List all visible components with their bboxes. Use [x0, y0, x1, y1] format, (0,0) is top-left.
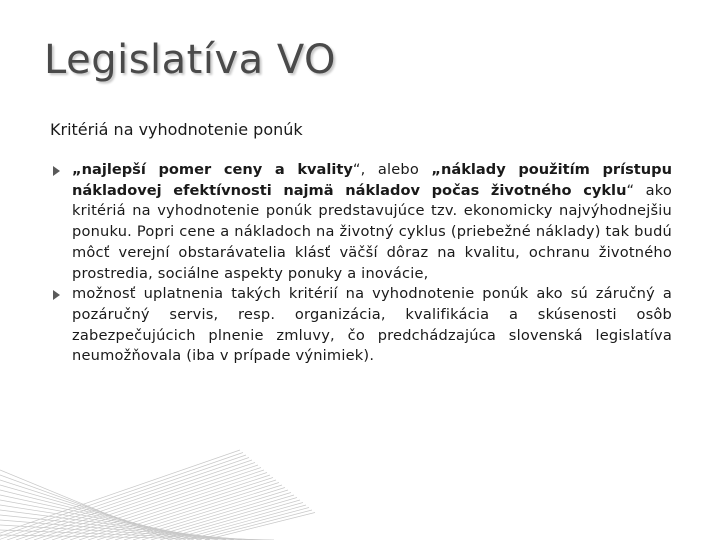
decorative-lines: [0, 430, 720, 540]
decorative-line: [115, 488, 285, 540]
slide-subtitle: Kritériá na vyhodnotenie ponúk: [50, 120, 303, 139]
decorative-line: [61, 473, 267, 540]
decorative-line: [0, 453, 243, 540]
decorative-line: [133, 493, 291, 540]
decorative-line: [196, 510, 312, 540]
decorative-line: [151, 498, 297, 540]
decorative-line: [25, 463, 255, 540]
decorative-line: [43, 468, 261, 540]
decorative-line: [34, 465, 258, 540]
decorative-line: [0, 515, 242, 540]
decorative-line: [0, 495, 210, 540]
decorative-line: [160, 500, 300, 540]
decorative-line: [0, 505, 226, 540]
decorative-line: [0, 500, 218, 540]
decorative-line: [88, 480, 276, 540]
decorative-line: [0, 490, 202, 540]
decorative-line: [0, 520, 250, 540]
decorative-line: [7, 458, 249, 540]
triangle-bullet-icon: [53, 290, 60, 300]
decorative-line: [0, 530, 266, 540]
decorative-line: [0, 525, 258, 540]
triangle-bullet-icon: [53, 166, 60, 176]
bullet-text: “ ako kritériá na vyhodnotenie ponúk predstavujúce tzv. ekonomicky najvýhodnejšiu ponuku. Popri cene a nákladoch na životný cyklus (priebežné náklady) tak budú môcť verejní obstarávatelia klásť väčší dôraz na kvalitu, ochranu životného prostredia, sociálne aspekty ponuky a inovácie,: [72, 181, 672, 282]
decorative-line: [70, 475, 270, 540]
decorative-line: [16, 460, 252, 540]
decorative-line: [52, 470, 264, 540]
bullet-text: “, alebo: [352, 161, 432, 178]
decorative-line: [0, 485, 194, 540]
decorative-line: [0, 450, 240, 540]
decorative-line: [169, 503, 303, 540]
decorative-line: [124, 490, 288, 540]
bullet-text-bold: „najlepší pomer ceny a kvality: [72, 161, 353, 178]
decorative-line: [0, 480, 186, 540]
decorative-line: [187, 508, 309, 540]
bullet-item: [50, 284, 672, 367]
decorative-line: [0, 475, 178, 540]
decorative-line: [142, 495, 294, 540]
decorative-line: [106, 485, 282, 540]
bullet-text: možnosť uplatnenia takých kritérií na vyhodnotenie ponúk ako sú záručný a pozáručný servis, resp. organizácia, kvalifikácia a skúsenosti osôb zabezpečujúcich plnenie zmluvy, čo predchádzajúca slovenská legislatíva neumožňovala (iba v prípade výnimiek).: [72, 285, 672, 365]
decorative-line: [97, 483, 279, 540]
decorative-line: [0, 455, 246, 540]
bullet-text-bold: „náklady použitím prístupu nákladovej efektívnosti najmä nákladov počas životného cyklu: [72, 161, 672, 199]
decorative-line: [79, 478, 273, 540]
bullet-list: [50, 160, 672, 367]
decorative-line: [178, 505, 306, 540]
decorative-line: [0, 535, 274, 540]
decorative-line: [0, 510, 234, 540]
decorative-line: [205, 513, 315, 540]
bullet-item: [50, 160, 672, 284]
decorative-line: [0, 470, 170, 540]
slide-title: Legislatíva VO: [44, 37, 336, 83]
